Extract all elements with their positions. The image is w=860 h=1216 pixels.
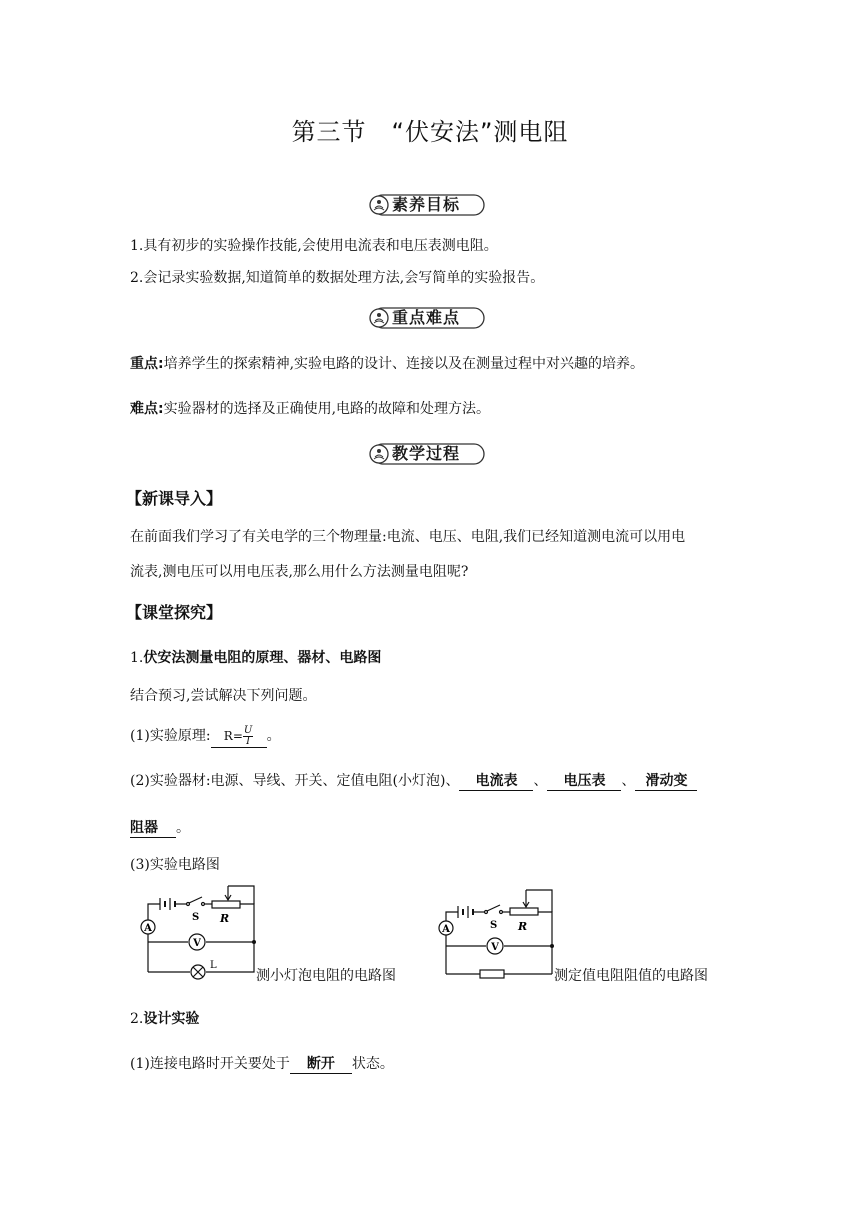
formula-fraction [243, 726, 253, 747]
badge-label: 重点难点 [392, 308, 461, 327]
item-1-heading [130, 648, 381, 668]
fraction-denominator: I [246, 736, 251, 747]
circuit-diagram-resistor [434, 884, 560, 984]
item-1-title: 伏安法测量电阻的原理、器材、电路图 [143, 650, 382, 666]
voltmeter-icon [487, 938, 503, 954]
principle-suffix: 。 [266, 728, 281, 744]
difficulty-line [130, 399, 490, 419]
lamp-icon [191, 960, 217, 979]
goal-item-2: 2.会记录实验数据,知道简单的数据处理方法,会写简单的实验报告。 [130, 270, 545, 286]
section-badge-goals [367, 194, 485, 216]
ammeter-icon [439, 921, 453, 935]
prompt-text: 结合预习,尝试解决下列问题。 [130, 688, 317, 704]
answer-ammeter: 电流表 [459, 772, 533, 791]
switch-label: S [490, 920, 498, 931]
ammeter-icon [141, 920, 155, 934]
svg-text:L: L [210, 960, 217, 971]
difficulty-label: 难点: [130, 401, 164, 417]
badge-label: 素养目标 [392, 195, 461, 214]
page-title: 第三节 “伏安法”测电阻 [291, 118, 569, 146]
item-2-title: 设计实验 [143, 1011, 200, 1027]
item-2-heading [130, 1009, 199, 1029]
intro-heading: 【新课导入】 [126, 489, 223, 508]
item-2-number: 2. [130, 1011, 144, 1027]
separator: 、 [621, 773, 636, 789]
principle-answer [211, 726, 267, 748]
formula-lhs: R= [223, 729, 243, 743]
switch-state-prefix: (1)连接电路时开关要处于 [130, 1056, 290, 1072]
materials-prefix: (2)实验器材:电源、导线、开关、定值电阻(小灯泡)、 [130, 773, 460, 789]
svg-text:V: V [491, 942, 499, 953]
circuit-diagram-bulb [136, 884, 262, 984]
svg-text:A: A [442, 924, 450, 935]
answer-voltmeter: 电压表 [547, 772, 621, 791]
section-badge-process [367, 443, 485, 465]
fraction-numerator: U [243, 725, 253, 736]
svg-text:V: V [193, 938, 201, 949]
section-badge-key-points [367, 307, 485, 329]
question-principle [130, 724, 281, 748]
badge-label: 教学过程 [392, 444, 461, 463]
explore-heading: 【课堂探究】 [126, 603, 223, 622]
difficulty-text: 实验器材的选择及正确使用,电路的故障和处理方法。 [163, 401, 491, 417]
item-1-number: 1. [130, 650, 144, 666]
switch-label: S [192, 912, 200, 923]
answer-rheostat-part2: 阻器 [130, 819, 176, 838]
circuit-caption-resistor: 测定值电阻阻值的电路图 [554, 968, 708, 984]
key-point-label: 重点: [130, 356, 164, 372]
question-materials-cont [130, 818, 190, 838]
key-point-line [130, 354, 644, 374]
answer-rheostat-part1: 滑动变 [635, 772, 697, 791]
resistor-icon [480, 970, 504, 978]
question-switch-state [130, 1054, 394, 1074]
question-circuit: (3)实验电路图 [130, 857, 220, 873]
key-point-text: 培养学生的探索精神,实验电路的设计、连接以及在测量过程中对兴趣的培养。 [163, 356, 645, 372]
principle-prefix: (1)实验原理: [130, 728, 211, 744]
circuit-caption-bulb: 测小灯泡电阻的电路图 [256, 968, 396, 984]
separator: 、 [533, 773, 548, 789]
rheostat-label: R [518, 920, 528, 933]
svg-text:A: A [144, 923, 152, 934]
materials-suffix: 。 [176, 820, 190, 836]
intro-line-2: 流表,测电压可以用电压表,那么用什么方法测量电阻呢? [130, 564, 469, 580]
voltmeter-icon [189, 934, 205, 950]
switch-state-suffix: 状态。 [351, 1056, 394, 1072]
intro-line-1: 在前面我们学习了有关电学的三个物理量:电流、电压、电阻,我们已经知道测电流可以用电 [130, 529, 686, 545]
question-materials [130, 771, 697, 791]
goal-item-1: 1.具有初步的实验操作技能,会使用电流表和电压表测电阻。 [130, 238, 498, 254]
answer-switch-state: 断开 [290, 1055, 352, 1074]
rheostat-label: R [220, 912, 230, 925]
